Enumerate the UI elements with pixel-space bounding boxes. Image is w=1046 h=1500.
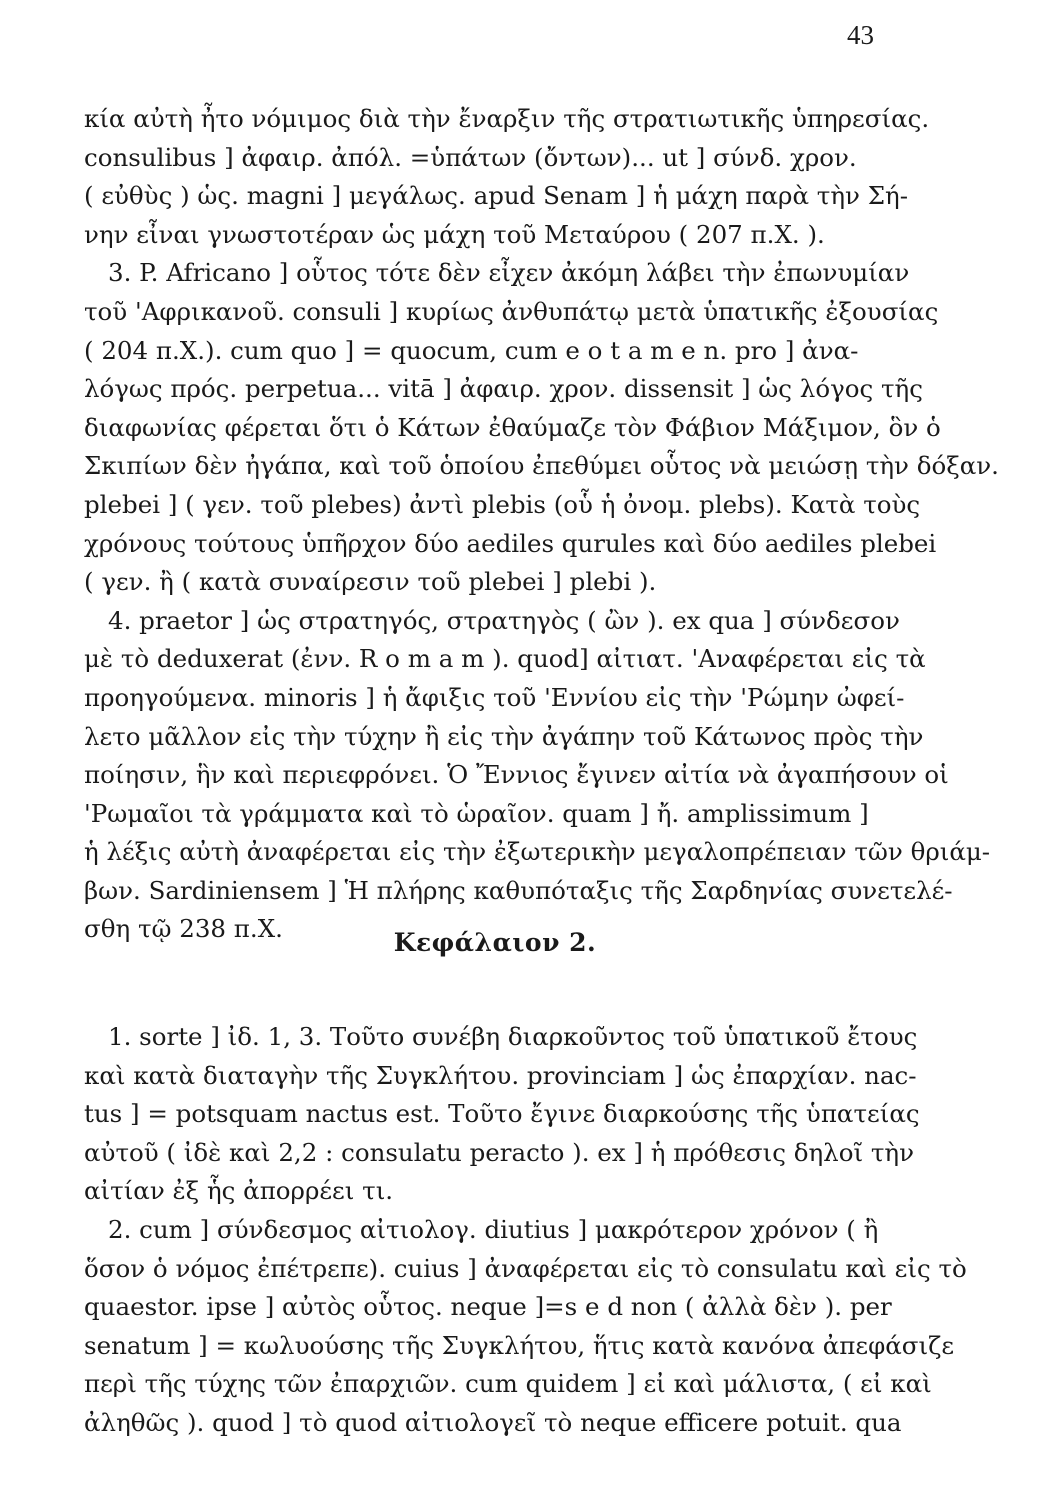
text-line: μὲ τὸ deduxerat (ἐνν. R o m a m ). quod] αἰτιατ. 'Αναφέρεται εἰς τὰ — [84, 644, 926, 674]
text-line: ( 204 π.Χ.). cum quo ] = quocum, cum e o t a m e n. pro ] ἀνα- — [84, 335, 859, 365]
text-line: βων. Sardiniensem ] Ἡ πλήρης καθυπόταξις τῆς Σαρδηνίας συνετελέ- — [84, 875, 953, 905]
text-line: 'Ρωμαῖοι τὰ γράμματα καὶ τὸ ὡραῖον. quam ] ἤ. amplissimum ] — [84, 798, 869, 828]
text-line: σθη τῷ 238 π.Χ. — [84, 914, 283, 944]
text-line: ἡ λέξις αὐτὴ ἀναφέρεται εἰς τὴν ἐξωτερικὴν μεγαλοπρέπειαν τῶν θριάμ- — [84, 837, 991, 867]
text-line: προηγούμενα. minoris ] ἡ ἄφιξις τοῦ 'Εννίου εἰς τὴν 'Ρώμην ὠφεί- — [84, 682, 905, 712]
text-line: 4. praetor ] ὡς στρατηγός, στρατηγὸς ( ὢν ). ex qua ] σύνδεσον — [108, 605, 900, 635]
text-line: νην εἶναι γνωστοτέραν ὡς μάχη τοῦ Μεταύρου ( 207 π.Χ. ). — [84, 219, 825, 249]
text-line: τοῦ 'Αφρικανοῦ. consuli ] κυρίως ἀνθυπάτῳ μετὰ ὑπατικῆς ἐξουσίας — [84, 296, 939, 326]
text-line: ( εὐθὺς ) ὡς. magni ] μεγάλως. apud Senam ] ἡ μάχη παρὰ τὴν Σή- — [84, 181, 908, 211]
text-line: διαφωνίας φέρεται ὅτι ὁ Κάτων ἐθαύμαζε τὸν Φάβιον Μάξιμον, ὃν ὁ — [84, 412, 941, 442]
text-line: 1. sorte ] ἰδ. 1, 3. Τοῦτο συνέβη διαρκοῦντος τοῦ ὑπατικοῦ ἔτους — [108, 1022, 918, 1051]
text-line: ( γεν. ἢ ( κατὰ συναίρεσιν τοῦ plebei ] plebi ). — [84, 567, 657, 597]
text-line: 2. cum ] σύνδεσμος αἰτιολογ. diutius ] μακρότερον χρόνον ( ἢ — [108, 1214, 879, 1244]
chapter-heading: Κεφάλαιον 2. — [393, 928, 597, 957]
text-line: χρόνους τούτους ὑπῆρχον δύο aediles qurules καὶ δύο aediles plebei — [84, 528, 937, 558]
text-line: plebei ] ( γεν. τοῦ plebes) ἀντὶ plebis (οὗ ἡ ὀνομ. plebs). Κατὰ τοὺς — [84, 489, 921, 519]
text-line: consulibus ] ἀφαιρ. ἀπόλ. =ὑπάτων (ὄντων)... ut ] σύνδ. χρον. — [84, 142, 857, 172]
text-line: αὐτοῦ ( ἰδὲ καὶ 2,2 : consulatu peracto ). ex ] ἡ πρόθεσις δηλοῖ τὴν — [84, 1137, 914, 1167]
page-number: 43 — [847, 20, 874, 50]
text-line: καὶ κατὰ διαταγὴν τῆς Συγκλήτου. provinciam ] ὡς ἐπαρχίαν. nac- — [84, 1060, 917, 1090]
text-line: Σκιπίων δὲν ἠγάπα, καὶ τοῦ ὁποίου ἐπεθύμει οὗτος νὰ μειώσῃ τὴν δόξαν. — [84, 451, 999, 481]
text-line: 3. P. Africano ] οὗτος τότε δὲν εἶχεν ἀκόμη λάβει τὴν ἐπωνυμίαν — [108, 258, 910, 288]
text-line: περὶ τῆς τύχης τῶν ἐπαρχιῶν. cum quidem ] εἰ καὶ μάλιστα, ( εἰ καὶ — [84, 1369, 932, 1399]
text-line: ἀληθῶς ). quod ] τὸ quod αἰτιολογεῖ τὸ neque efficere potuit. qua — [84, 1407, 902, 1437]
text-line: tus ] = potsquam nactus est. Τοῦτο ἔγινε διαρκούσης τῆς ὑπατείας — [84, 1099, 920, 1129]
text-line: ποίησιν, ἣν καὶ περιεφρόνει. Ὁ Ἔννιος ἔγινεν αἰτία νὰ ἀγαπήσουν οἱ — [84, 760, 949, 790]
commentary-section-1 — [84, 100, 999, 949]
text-line: κία αὐτὴ ἦτο νόμιμος διὰ τὴν ἔναρξιν τῆς στρατιωτικῆς ὑπηρεσίας. — [84, 104, 930, 133]
text-line: αἰτίαν ἐξ ἧς ἀπορρέει τι. — [84, 1176, 394, 1206]
commentary-section-2 — [84, 1018, 967, 1443]
text-line: senatum ] = κωλυούσης τῆς Συγκλήτου, ἥτις κατὰ κανόνα ἀπεφάσιζε — [84, 1330, 955, 1360]
text-line: ὅσον ὁ νόμος ἐπέτρεπε). cuius ] ἀναφέρεται εἰς τὸ consulatu καὶ εἰς τὸ — [84, 1253, 967, 1283]
text-line: λόγως πρός. perpetua... vitā ] ἀφαιρ. χρον. dissensit ] ὡς λόγος τῆς — [84, 374, 923, 404]
text-line: quaestor. ipse ] αὐτὸς οὗτος. neque ]=s e d non ( ἀλλὰ δὲν ). per — [84, 1292, 892, 1322]
text-line: λετο μᾶλλον εἰς τὴν τύχην ἢ εἰς τὴν ἀγάπην τοῦ Κάτωνος πρὸς τὴν — [84, 721, 924, 751]
